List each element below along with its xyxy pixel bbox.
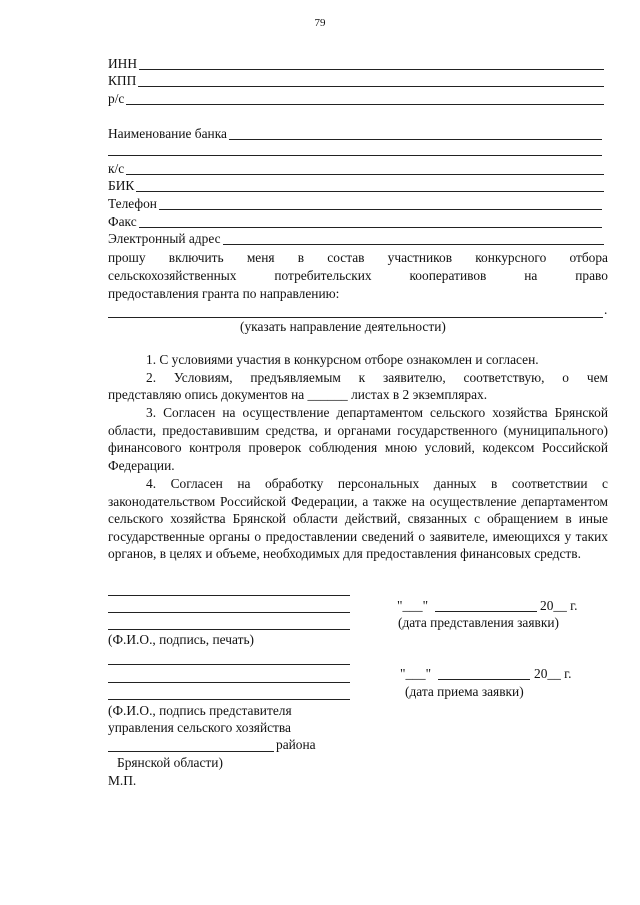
direction-period: . bbox=[604, 302, 608, 317]
rep-caption-4: Брянской области) bbox=[117, 755, 223, 770]
paragraph-2-sheets-blank[interactable]: ______ bbox=[307, 387, 348, 402]
submission-date-caption: (дата представления заявки) bbox=[398, 615, 559, 630]
rs-field[interactable] bbox=[108, 91, 604, 107]
paragraph-2-text-a: представляю опись документов на bbox=[108, 387, 305, 402]
submission-close-quote: " bbox=[422, 598, 429, 613]
paragraph-3 bbox=[108, 404, 608, 474]
receipt-open-quote: " bbox=[400, 666, 406, 681]
fax-field[interactable] bbox=[108, 214, 602, 230]
applicant-line-2[interactable] bbox=[108, 612, 350, 613]
phone-field[interactable] bbox=[108, 196, 602, 212]
paragraph-4 bbox=[108, 475, 608, 563]
submission-month-line[interactable] bbox=[435, 611, 537, 612]
bik-field[interactable] bbox=[108, 178, 604, 194]
rep-line-3[interactable] bbox=[108, 699, 350, 700]
inn-label: ИНН bbox=[108, 56, 138, 71]
bank-name-field[interactable] bbox=[108, 126, 602, 142]
rep-line-1[interactable] bbox=[108, 664, 350, 665]
rs-label: р/с bbox=[108, 91, 125, 106]
email-label: Электронный адрес bbox=[108, 231, 221, 246]
applicant-line-1[interactable] bbox=[108, 595, 350, 596]
email-field[interactable] bbox=[108, 231, 604, 247]
request-line-3: предоставления гранта по направлению: bbox=[108, 286, 340, 301]
rep-caption-3: района bbox=[276, 737, 316, 752]
direction-input-line[interactable] bbox=[108, 317, 603, 318]
fax-label: Факс bbox=[108, 214, 137, 229]
applicant-caption: (Ф.И.О., подпись, печать) bbox=[108, 632, 255, 647]
kpp-label: КПП bbox=[108, 73, 137, 88]
paragraph-1: 1. С условиями участия в конкурсном отборе ознакомлен и согласен. bbox=[146, 352, 539, 367]
receipt-day-blank[interactable]: ___ bbox=[405, 666, 426, 681]
receipt-month-line[interactable] bbox=[438, 679, 530, 680]
rep-caption-2: управления сельского хозяйства bbox=[108, 720, 291, 735]
paragraph-2-text-b: листах в 2 экземплярах. bbox=[351, 387, 488, 402]
receipt-date-caption: (дата приема заявки) bbox=[405, 684, 524, 699]
submission-date[interactable] bbox=[397, 598, 428, 614]
submission-day-blank[interactable]: ___ bbox=[402, 598, 423, 613]
bank-name-continuation-line bbox=[108, 155, 602, 156]
paragraph-3-text: 3. Согласен на осуществление департаментом сельского хозяйства Брянской области, предоставившим средства, и органами государственного (муниципального) финансового контроля проверок соблюдения мною условий, кодексом Российской Федерации. bbox=[108, 405, 608, 473]
inn-field[interactable] bbox=[108, 56, 604, 72]
receipt-year: 20__ г. bbox=[534, 666, 572, 681]
phone-label: Телефон bbox=[108, 196, 157, 211]
request-line-2: сельскохозяйственных потребительских кооперативов на право bbox=[108, 268, 608, 283]
request-line-1: прошу включить меня в состав участников конкурсного отбора bbox=[108, 250, 608, 265]
receipt-close-quote: " bbox=[425, 666, 432, 681]
page-number: 79 bbox=[314, 17, 326, 29]
receipt-date[interactable] bbox=[400, 666, 431, 682]
ks-field[interactable] bbox=[108, 161, 604, 177]
applicant-line-3[interactable] bbox=[108, 629, 350, 630]
rep-line-2[interactable] bbox=[108, 682, 350, 683]
direction-caption: (указать направление деятельности) bbox=[240, 319, 446, 334]
rep-caption-1: (Ф.И.О., подпись представителя bbox=[108, 703, 292, 718]
bik-label: БИК bbox=[108, 178, 135, 193]
kpp-field[interactable] bbox=[108, 73, 604, 89]
district-input-line[interactable] bbox=[108, 751, 274, 752]
ks-label: к/с bbox=[108, 161, 125, 176]
paragraph-4-text: 4. Согласен на обработку персональных данных в соответствии с законодательством Российской Федерации, а также на осуществление департаментом сельского хозяйства Брянской области действий, связанных с обращением в иные государственные органы о предоставлении сведений о заявителе, имеющихся у таких органов, в целях и объеме, необходимых для предоставления финансовых средств. bbox=[108, 476, 608, 562]
submission-year: 20__ г. bbox=[540, 598, 578, 613]
paragraph-2-line-1: 2. Условиям, предъявляемым к заявителю, соответствую, о чем bbox=[146, 370, 608, 385]
stamp-label: М.П. bbox=[108, 773, 137, 788]
submission-open-quote: " bbox=[397, 598, 403, 613]
bank-name-label: Наименование банка bbox=[108, 126, 227, 141]
paragraph-2-line-2 bbox=[108, 387, 487, 403]
